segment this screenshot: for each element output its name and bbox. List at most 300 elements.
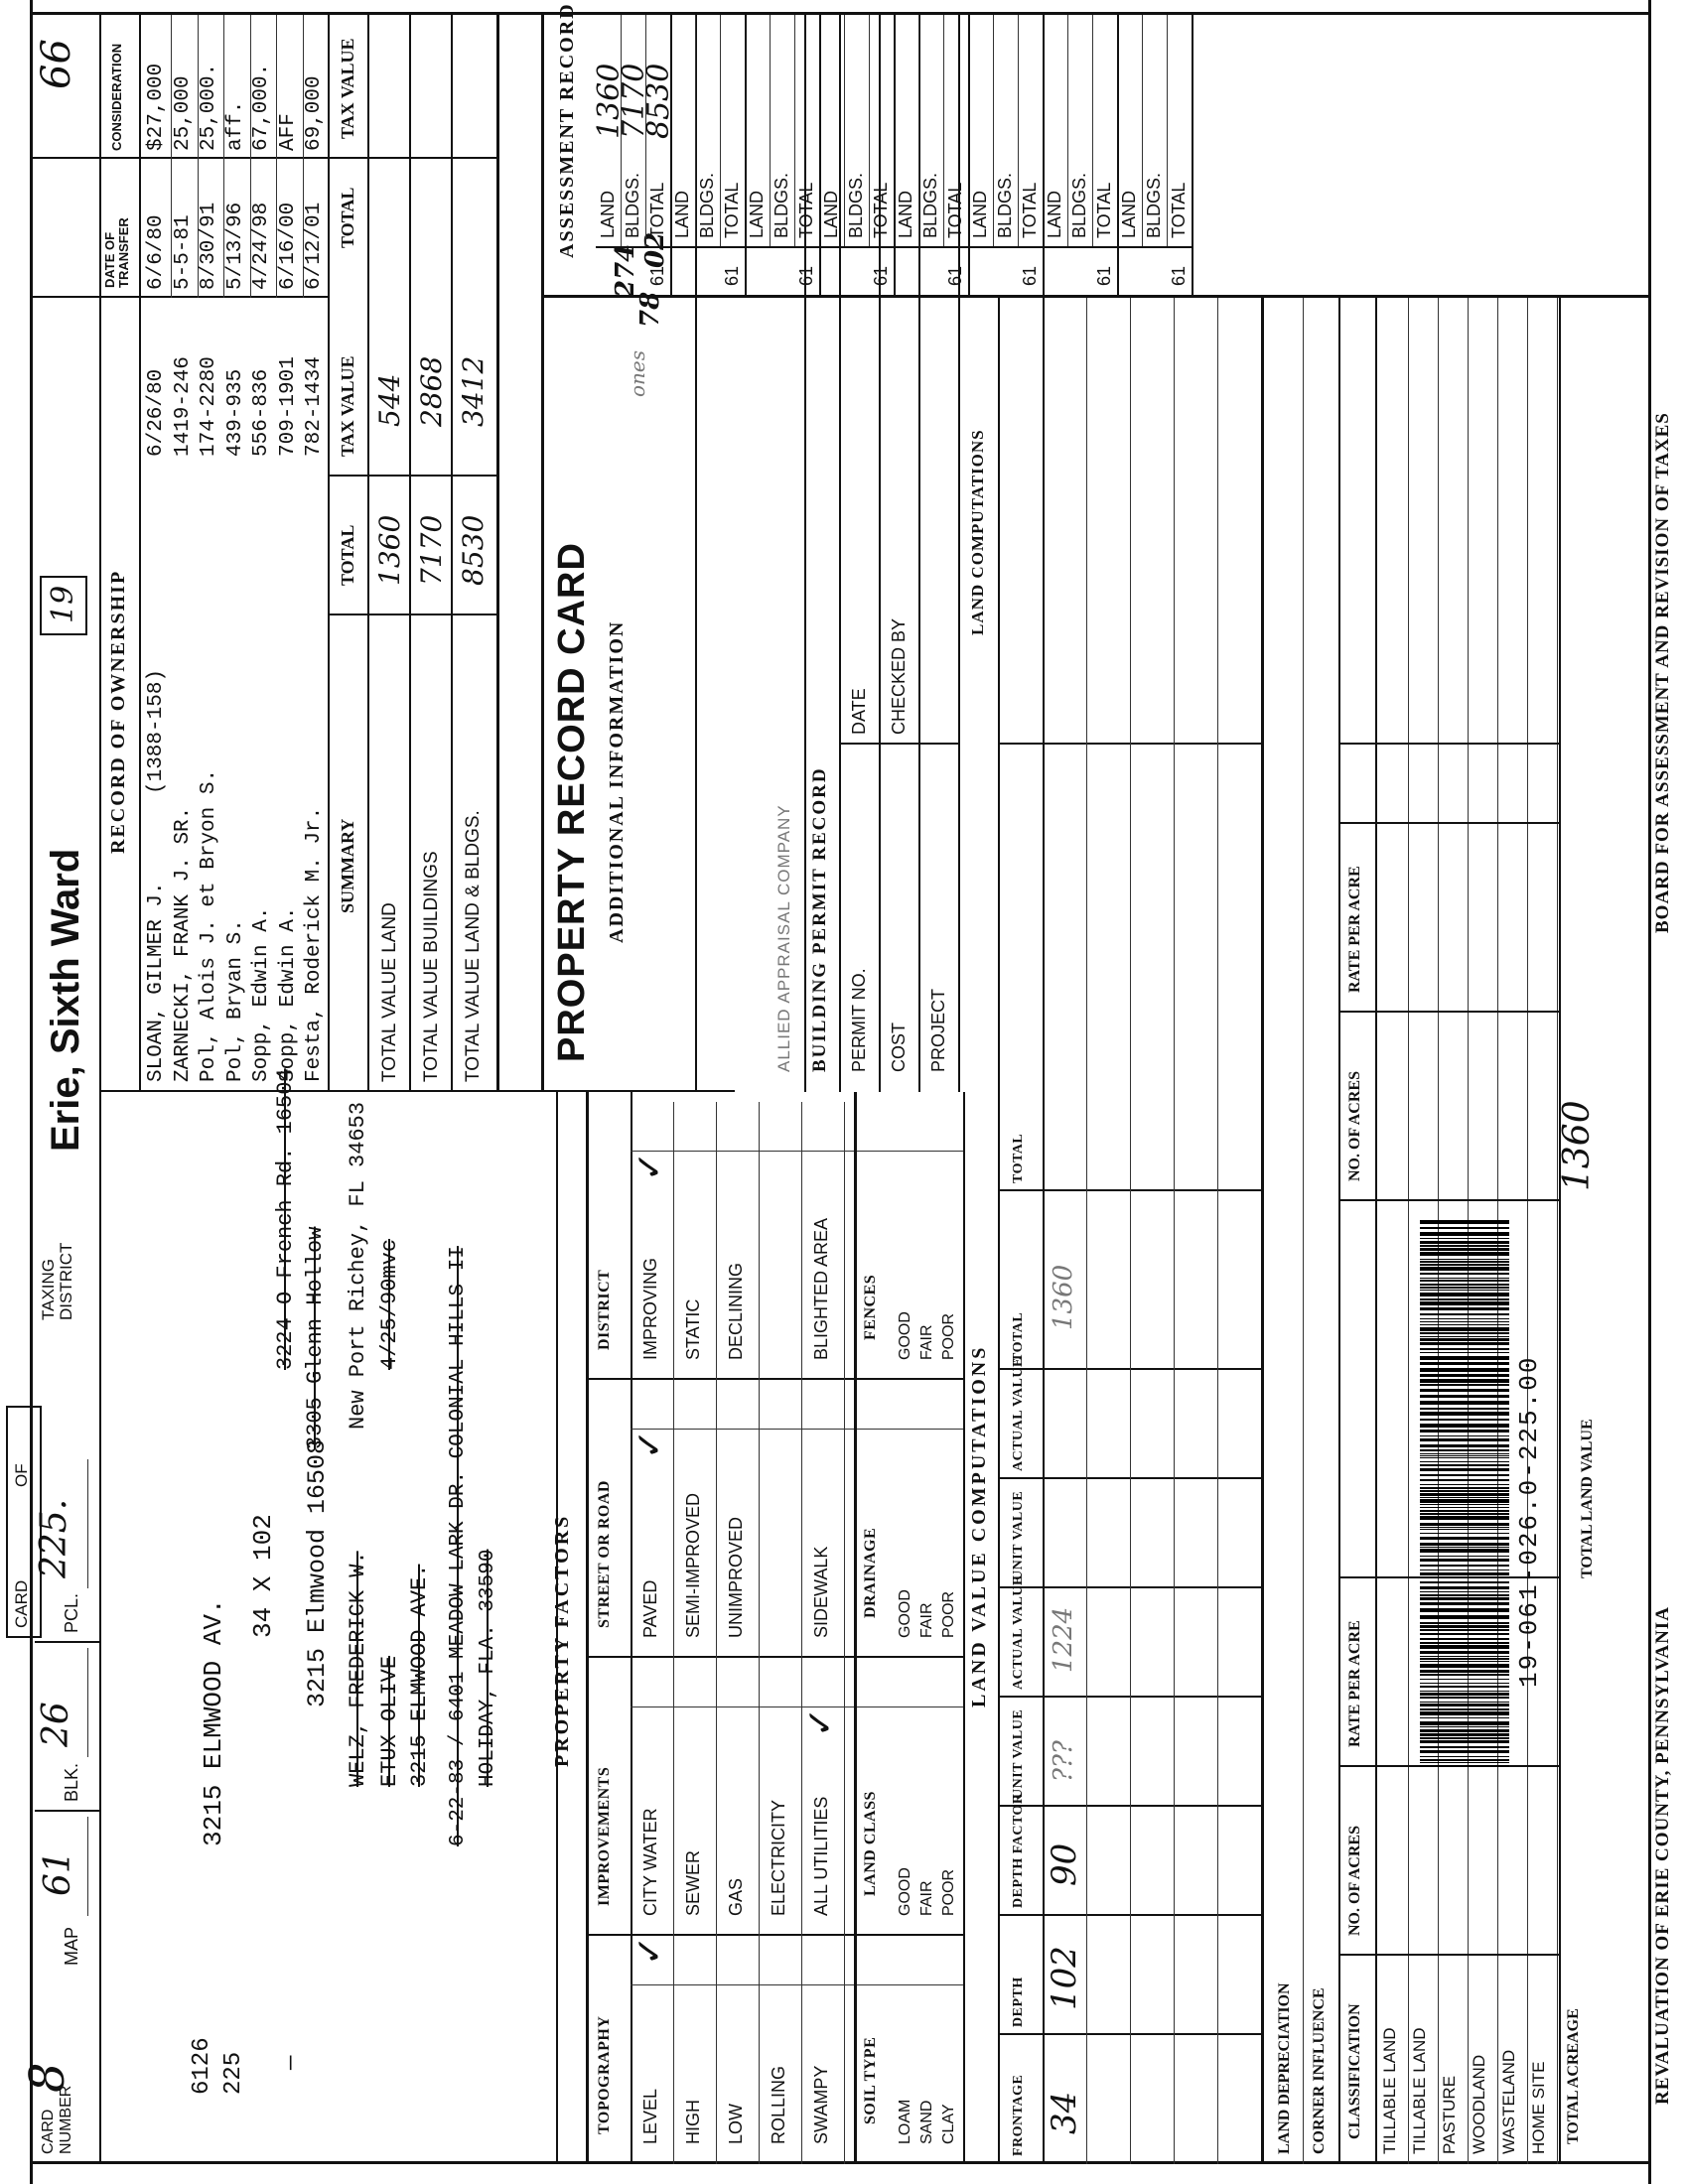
address-line-1c: 3224 O French Rd. 16504 — [273, 1068, 298, 1370]
barcode-bar — [1420, 1479, 1509, 1481]
barcode-bar — [1420, 1737, 1509, 1739]
factor-item-topography: SWAMPY — [811, 2065, 831, 2144]
assess-year-code: 61 — [722, 265, 742, 286]
assess-bldgs-label: BLDGS. — [995, 172, 1015, 238]
assess-line — [794, 15, 795, 248]
factor-head-street: STREET OR ROAD — [596, 1480, 613, 1628]
barcode-bar — [1420, 1527, 1509, 1528]
owner-name: Pol, Bryan S. — [223, 919, 247, 1082]
barcode-bar — [1420, 1683, 1509, 1684]
card-label: CARD — [12, 1579, 31, 1628]
permit-col — [839, 743, 958, 745]
barcode-bar — [1420, 1220, 1509, 1224]
lv-total-value: 1360 — [1049, 1264, 1078, 1330]
assess-line — [1092, 15, 1093, 248]
blk-value: 26 — [36, 1702, 76, 1747]
cls-head-line — [1375, 298, 1377, 2164]
barcode-bar — [1420, 1453, 1509, 1454]
assess-total-label: TOTAL — [796, 182, 816, 238]
assess-bldgs-label: BLDGS. — [1144, 172, 1164, 238]
barcode-bar — [1420, 1389, 1509, 1392]
assess-line — [1167, 15, 1168, 248]
barcode-bar — [1420, 1537, 1509, 1540]
actual-value: 1224 — [1049, 1606, 1078, 1673]
summary-land-tax: 544 — [373, 373, 406, 427]
barcode-bar — [1420, 1702, 1509, 1703]
checked-by-label: CHECKED BY — [889, 617, 909, 735]
permit-top — [804, 15, 806, 1092]
barcode-bar — [1420, 1577, 1509, 1578]
barcode-bar — [1420, 1726, 1509, 1727]
assess-year-code: 61 — [647, 265, 667, 286]
barcode-bar — [1420, 1543, 1509, 1546]
owner-book: 1419-246 — [171, 356, 195, 457]
barcode-number: 19-061-026.0-225.00 — [1514, 1355, 1544, 1688]
barcode-bar — [1420, 1733, 1509, 1736]
assess-land-label: LAND — [1045, 190, 1064, 238]
barcode-bar — [1420, 1674, 1509, 1676]
depth-factor-value: 90 — [1045, 1843, 1084, 1886]
address-line-2: WELZ, FREDERICK W. — [346, 1551, 370, 1787]
assess-total-value: 8530 — [641, 63, 676, 139]
boxed-number — [40, 576, 87, 635]
assess-col — [596, 246, 1192, 248]
of-label: OF — [12, 1463, 31, 1487]
assess-land-value: 1360 — [592, 63, 627, 139]
summary-col-tax2: TAX VALUE — [338, 38, 357, 139]
barcode-bar — [1420, 1338, 1509, 1341]
cls-col — [1338, 1954, 1559, 1956]
factor-item-street: SEMI-IMPROVED — [683, 1492, 703, 1638]
barcode-bar — [1420, 1259, 1509, 1260]
map-value: 61 — [38, 1850, 78, 1896]
barcode-bar — [1420, 1245, 1509, 1247]
own-date-head: DATE OF TRANSFER — [102, 217, 131, 288]
barcode-bar — [1420, 1642, 1509, 1644]
factor-item-drainage: GOOD — [897, 1589, 913, 1638]
lv-col-head: FRONTAGE — [1011, 2074, 1026, 2156]
rate-acre-head-1: RATE PER ACRE — [1346, 1620, 1363, 1747]
dimensions: 34 X 102 — [248, 1514, 278, 1638]
pcl-line — [87, 1459, 88, 1588]
barcode-bar — [1420, 1241, 1509, 1244]
barcode-bar — [1420, 1594, 1509, 1596]
check-mark-icon: ✓ — [629, 1429, 669, 1459]
f-col-0 — [586, 2162, 963, 2164]
barcode-bar — [1420, 1549, 1509, 1553]
ci-line — [1338, 298, 1340, 2164]
barcode-bar — [1420, 1711, 1509, 1715]
check-mark-icon: ✓ — [629, 1935, 669, 1966]
assess-block-line — [670, 15, 672, 298]
date-label: DATE — [849, 688, 869, 735]
assess-block-line — [1117, 15, 1119, 298]
lv-col-head: TOTAL — [1011, 1311, 1026, 1362]
map-sep — [35, 1810, 99, 1812]
factor-row-line — [673, 1658, 674, 1936]
assess-year-code: 61 — [796, 265, 816, 286]
f-col-2 — [586, 1656, 963, 1658]
barcode-bar — [1420, 1321, 1509, 1322]
consideration: 25,000 — [171, 75, 195, 151]
barcode-bar — [1420, 1559, 1509, 1562]
assess-year-code: 61 — [1169, 265, 1189, 286]
owner-book: 556-836 — [250, 368, 273, 457]
lv-row-line — [1217, 298, 1218, 2164]
barcode-bar — [1420, 1336, 1509, 1337]
assess-total-label: TOTAL — [1094, 182, 1114, 238]
card-number-value: 8 — [20, 2062, 75, 2093]
barcode-bar — [1420, 1717, 1509, 1718]
barcode-bar — [1420, 1691, 1509, 1692]
check-mark-icon: ✓ — [799, 1706, 840, 1737]
assess-total-label: TOTAL — [945, 182, 965, 238]
total-acreage: TOTAL ACREAGE — [1565, 2008, 1582, 2144]
summary-col-2 — [328, 475, 496, 477]
building-permit-title: BUILDING PERMIT RECORD — [809, 766, 830, 1072]
lv-col-head: ACTUAL VALUE — [1011, 1575, 1026, 1690]
barcode-bar — [1420, 1740, 1509, 1743]
assessment-title: ASSESSMENT RECORD — [556, 2, 578, 258]
barcode-bar — [1420, 1581, 1509, 1583]
owner-name: ZARNECKI, FRANK J. SR. — [171, 806, 195, 1082]
address-line-1b: 3305 Glenn Hollow — [303, 1226, 328, 1449]
transfer-date: 8/30/91 — [198, 202, 220, 290]
owner-book: 709-1901 — [276, 356, 300, 457]
card-number-label: CARD NUMBER — [40, 2085, 74, 2154]
assess-land-label: LAND — [970, 190, 990, 238]
barcode-bar — [1420, 1332, 1509, 1334]
factor-item-landclass: FAIR — [918, 1880, 935, 1916]
barcode-bar — [1420, 1638, 1509, 1640]
barcode-bar — [1420, 1313, 1509, 1315]
summary-bottom — [496, 15, 499, 1092]
barcode-bar — [1420, 1273, 1509, 1275]
barcode-bar — [1420, 1267, 1509, 1271]
owner-book: 782-1434 — [303, 356, 326, 457]
frame-top — [30, 0, 33, 2184]
cls-bottom — [1559, 298, 1561, 2164]
barcode-bar — [1420, 1625, 1509, 1628]
summary-col-total2: TOTAL — [338, 187, 357, 248]
barcode-bar — [1420, 1765, 1509, 1767]
barcode-bar — [1420, 1693, 1509, 1696]
classification-item: WASTELAND — [1499, 2049, 1518, 2154]
assess-block-line — [894, 15, 896, 298]
page-number: 66 — [34, 39, 79, 89]
factor-head-fences: FENCES — [862, 1274, 879, 1340]
rate-acre-head-2: RATE PER ACRE — [1346, 866, 1363, 993]
barcode-bar — [1420, 1301, 1509, 1305]
summary-row-2 — [451, 15, 453, 1092]
factor-row-line — [759, 1102, 760, 1380]
lv-col-head: TOTAL — [1011, 1133, 1026, 1183]
barcode-bar — [1420, 1248, 1509, 1251]
barcode-bar — [1420, 1284, 1509, 1286]
factor-row-line — [801, 1380, 802, 1658]
address-line-2b: New Port Richey, FL 34653 — [346, 1101, 370, 1430]
cls-row-line — [1557, 298, 1558, 2164]
ld-line — [1303, 298, 1304, 2164]
barcode-bar — [1420, 1572, 1509, 1575]
barcode-bar — [1420, 1656, 1509, 1657]
barcode-bar — [1420, 1352, 1509, 1353]
location-id-2: 225 — [220, 2051, 247, 2095]
f-check-0 — [631, 1984, 963, 1985]
barcode-bar — [1420, 1287, 1509, 1289]
factor-item-improvements: CITY WATER — [640, 1808, 660, 1916]
classification-item: HOME SITE — [1529, 2061, 1548, 2154]
unit-value: ??? — [1049, 1740, 1078, 1782]
factor-head-district: DISTRICT — [596, 1269, 613, 1350]
factor-item-fences: FAIR — [918, 1324, 935, 1360]
owner-name: Sopp, Edwin A. — [250, 906, 273, 1082]
barcode-bar — [1420, 1280, 1509, 1282]
transfer-date: 4/24/98 — [250, 202, 273, 290]
factor-item-improvements: ELECTRICITY — [769, 1799, 788, 1916]
factor-head-topography: TOPOGRAPHY — [596, 2015, 613, 2134]
barcode-bar — [1420, 1412, 1509, 1416]
barcode-bar — [1420, 1516, 1509, 1520]
assess-land-label: LAND — [1119, 190, 1139, 238]
assess-block-line — [1192, 15, 1193, 298]
assess-total-label: TOTAL — [722, 182, 742, 238]
assess-line — [869, 15, 870, 248]
barcode-bar — [1420, 1651, 1509, 1654]
assess-line — [993, 15, 994, 248]
frontage-value: 34 — [1045, 2091, 1084, 2134]
permit-head-line — [839, 15, 841, 1092]
own-date-col — [30, 296, 328, 298]
barcode-bar — [1420, 1523, 1509, 1526]
owner-book: 174-2280 — [198, 356, 220, 457]
address-line-1: 3215 Elmwood 16508 — [303, 1438, 332, 1707]
barcode-bar — [1420, 1342, 1509, 1345]
assess-line — [1067, 15, 1068, 248]
barcode-bar — [1420, 1424, 1509, 1428]
consideration: 25,000. — [198, 63, 220, 151]
barcode-bar — [1420, 1629, 1509, 1631]
address-right-border — [99, 1090, 735, 1092]
barcode-bar — [1420, 1290, 1509, 1291]
f-check-1 — [631, 1706, 963, 1707]
transfer-date: 6/12/01 — [303, 202, 326, 290]
assess-bldgs-label: BLDGS. — [920, 172, 940, 238]
blk-line — [87, 1648, 88, 1757]
land-depreciation: LAND DEPRECIATION — [1276, 1982, 1293, 2154]
lv-col-head: DEPTH — [1011, 1977, 1026, 2027]
assess-land-label: LAND — [896, 190, 915, 238]
address-line-5: 6-22-83 / 6401 MEADOW LARK DR. COLONIAL HILLS II — [447, 1246, 470, 1846]
barcode-bar — [1420, 1679, 1509, 1680]
cls-row-line — [1527, 298, 1528, 2164]
barcode-bar — [1420, 1327, 1509, 1331]
barcode-bar — [1420, 1661, 1509, 1662]
factor-head-soil: SOIL TYPE — [862, 2036, 879, 2124]
factor-row-line — [844, 1658, 845, 1936]
barcode-bar — [1420, 1762, 1509, 1763]
assess-line — [943, 15, 944, 248]
barcode-bar — [1420, 1449, 1509, 1451]
lv-col-head: DEPTH FACTOR — [1011, 1793, 1026, 1908]
classification-head: CLASSIFICATION — [1346, 2003, 1363, 2139]
barcode-bar — [1420, 1487, 1509, 1489]
barcode-bar — [1420, 1379, 1509, 1383]
barcode-bar — [1420, 1658, 1509, 1660]
address-line-4: 3215 ELMWOOD AVE. — [407, 1564, 432, 1787]
blk-sep — [35, 1641, 99, 1643]
lv-col-head: ACTUAL VALUE — [1011, 1357, 1026, 1471]
barcode-bar — [1420, 1708, 1509, 1710]
barcode — [1420, 1211, 1509, 1767]
summary-head-line — [367, 15, 369, 1092]
barcode-bar — [1420, 1252, 1509, 1256]
barcode-bar — [1420, 1547, 1509, 1548]
cls-col — [1338, 1199, 1559, 1201]
lv-head-top — [998, 298, 1000, 2164]
factors-mid — [854, 1092, 857, 2164]
corner-influence: CORNER INFLUENCE — [1311, 1987, 1328, 2154]
assess-line — [770, 15, 771, 248]
cls-col — [1338, 743, 1559, 745]
barcode-bar — [1420, 1645, 1509, 1649]
classification-item: TILLABLE LAND — [1410, 2027, 1429, 2154]
barcode-bar — [1420, 1468, 1509, 1471]
barcode-bar — [1420, 1238, 1509, 1239]
assess-bldgs-label: BLDGS. — [846, 172, 866, 238]
factor-head-landclass: LAND CLASS — [862, 1791, 879, 1896]
barcode-bar — [1420, 1602, 1509, 1605]
additional-information: ADDITIONAL INFORMATION — [606, 619, 628, 943]
barcode-bar — [1420, 1490, 1509, 1492]
total-land-value: 1360 — [1557, 1100, 1598, 1191]
assess-land-label: LAND — [747, 190, 767, 238]
assess-year-code: 61 — [945, 265, 965, 286]
barcode-bar — [1420, 1430, 1509, 1433]
assess-bldgs-label: BLDGS. — [1069, 172, 1089, 238]
lv-row-line — [1174, 298, 1175, 2164]
assess-block-line — [968, 15, 970, 298]
owner-book: 6/26/80 — [145, 368, 168, 457]
barcode-bar — [1420, 1615, 1509, 1619]
pcl-value: 225. — [34, 1498, 74, 1578]
barcode-bar — [1420, 1474, 1509, 1476]
taxing-district-label: TAXING DISTRICT — [39, 1242, 75, 1320]
mark-2: 78 — [635, 291, 665, 328]
factor-item-district: STATIC — [683, 1298, 703, 1360]
assess-total-label: TOTAL — [871, 182, 891, 238]
factor-row-line — [716, 1102, 717, 1380]
own-title-line — [139, 15, 141, 1092]
barcode-bar — [1420, 1261, 1509, 1263]
ownership-title: RECORD OF OWNERSHIP — [107, 569, 129, 854]
barcode-bar — [1420, 1464, 1509, 1466]
lv-row-line — [1086, 298, 1087, 2164]
barcode-bar — [1420, 1401, 1509, 1405]
info-top — [541, 15, 544, 1092]
factor-item-district: DECLINING — [726, 1262, 746, 1360]
owner-name: Sopp, Edwin A. — [276, 906, 300, 1082]
factor-item-improvements: SEWER — [683, 1849, 703, 1916]
blk-label: BLK. — [62, 1762, 81, 1802]
transfer-date: 5/13/96 — [223, 202, 247, 290]
cls-row-line — [1408, 298, 1409, 2164]
barcode-bar — [1420, 1746, 1509, 1748]
factor-row-line — [801, 1658, 802, 1936]
no-acres-head-2: NO. OF ACRES — [1346, 1071, 1363, 1181]
factors-head-line — [631, 1092, 632, 2164]
lv-row-line — [1130, 298, 1131, 2164]
classification-item: WOODLAND — [1470, 2054, 1488, 2154]
f-check-2 — [631, 1429, 963, 1430]
footer-right: BOARD FOR ASSESSMENT AND REVISION OF TAXES — [1652, 412, 1673, 933]
summary-bldg-label: TOTAL VALUE BUILDINGS — [421, 851, 442, 1082]
barcode-bar — [1420, 1759, 1509, 1761]
factor-item-topography: ROLLING — [769, 2065, 788, 2144]
appraisal-company: ALLIED APPRAISAL COMPANY — [774, 804, 793, 1072]
barcode-bar — [1420, 1298, 1509, 1300]
factor-item-district: IMPROVING — [640, 1257, 660, 1360]
barcode-bar — [1420, 1686, 1509, 1688]
barcode-bar — [1420, 1721, 1509, 1725]
factors-title: PROPERTY FACTORS — [551, 1513, 573, 1767]
assess-land-label: LAND — [821, 190, 841, 238]
assess-line — [1142, 15, 1143, 248]
barcode-bar — [1420, 1444, 1509, 1447]
permit-row-1 — [879, 15, 881, 1092]
summary-total-label: TOTAL VALUE LAND & BLDGS. — [463, 810, 484, 1082]
barcode-bar — [1420, 1461, 1509, 1462]
factor-item-improvements: ALL UTILITIES — [811, 1796, 831, 1916]
barcode-bar — [1420, 1293, 1509, 1297]
barcode-bar — [1420, 1438, 1509, 1441]
owner-name: Festa, Roderick M. Jr. — [303, 806, 326, 1082]
address-line-3b: 4/25/90mvc — [377, 1238, 402, 1370]
barcode-bar — [1420, 1484, 1509, 1485]
assess-line — [918, 15, 919, 248]
barcode-bar — [1420, 1756, 1509, 1757]
barcode-bar — [1420, 1633, 1509, 1635]
summary-col-4 — [328, 157, 496, 159]
assess-block-line — [1043, 15, 1045, 298]
factor-row-line — [716, 1380, 717, 1658]
transfer-date: 6/6/80 — [145, 214, 168, 290]
barcode-bar — [1420, 1513, 1509, 1515]
boxed-number-text: 19 — [46, 585, 80, 623]
frame-bottom — [1648, 0, 1651, 2184]
assess-year-code: 61 — [1020, 265, 1040, 286]
address-line-6: HOLIDAY, FLA. 33590 — [477, 1549, 499, 1787]
land-computations-title: LAND COMPUTATIONS — [968, 429, 987, 635]
summary-bldg-total: 7170 — [415, 514, 448, 586]
barcode-bar — [1420, 1395, 1509, 1398]
barcode-bar — [1420, 1232, 1509, 1236]
barcode-bar — [1420, 1670, 1509, 1673]
factor-row-line — [844, 1102, 845, 1380]
consideration: 67,000. — [250, 63, 273, 151]
assess-total-label: TOTAL — [1020, 182, 1040, 238]
factor-item-topography: HIGH — [683, 2100, 703, 2144]
factors-top — [586, 1092, 589, 2164]
location-dash: — — [278, 2055, 305, 2070]
barcode-bar — [1420, 1507, 1509, 1508]
barcode-bar — [1420, 1729, 1509, 1732]
summary-col-total: TOTAL — [338, 524, 357, 586]
consideration: aff. — [223, 100, 247, 151]
factor-row-line — [801, 1102, 802, 1380]
barcode-bar — [1420, 1374, 1509, 1377]
permit-no-label: PERMIT NO. — [849, 968, 869, 1072]
